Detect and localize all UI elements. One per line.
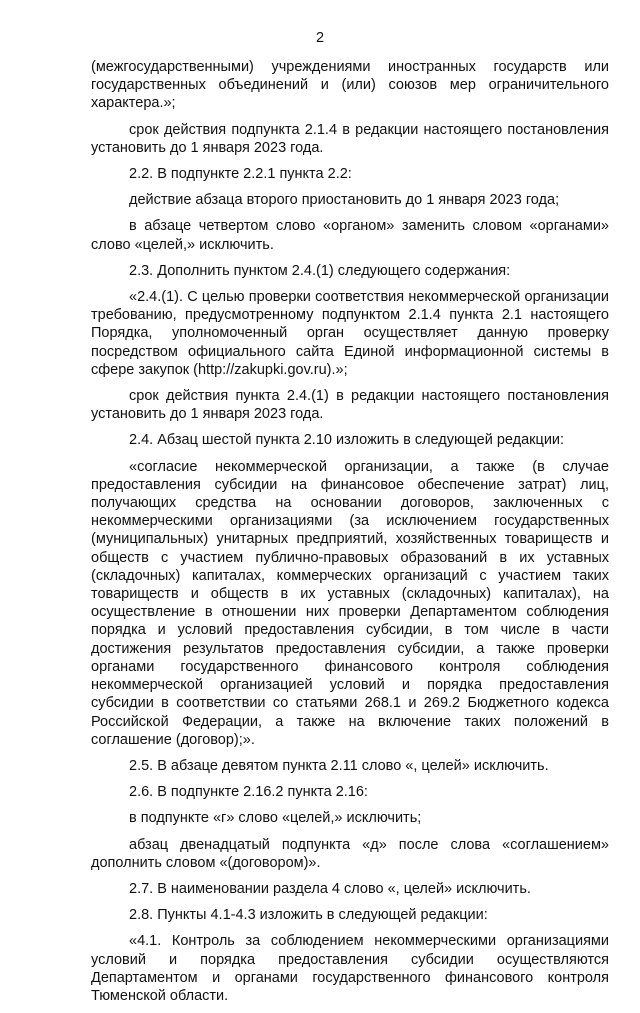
paragraph: 2.3. Дополнить пунктом 2.4.(1) следующего содержания: — [129, 262, 511, 279]
paragraph: 2.8. Пункты 4.1-4.3 изложить в следующей редакции: — [129, 907, 488, 924]
paragraph: 2.2. В подпункте 2.2.1 пункта 2.2: — [129, 166, 352, 183]
paragraph: (межгосударственными) учреждениями иностранных государств или государственных объединений и (или) союзов мер ограничительного характера.»; — [91, 59, 609, 112]
paragraph: «2.4.(1). С целью проверки соответствия некоммерческой организации требованию, предусмотренному подпунктом 2.1.4 пункта 2.1 настоящего Порядка, уполномоченный орган осуществляет данную проверку посредством официального сайта Единой информационной системы в сфере закупок (http://zakupki.gov.ru).»; — [91, 289, 609, 378]
paragraph: в подпункте «г» слово «целей,» исключить; — [129, 810, 422, 827]
paragraph: 2.6. В подпункте 2.16.2 пункта 2.16: — [129, 784, 368, 801]
paragraph: действие абзаца второго приостановить до 1 января 2023 года; — [129, 192, 560, 209]
document-body — [91, 58, 609, 1013]
paragraph: срок действия пункта 2.4.(1) в редакции настоящего постановления установить до 1 января 2023 года. — [91, 388, 609, 423]
page-number: 2 — [315, 30, 325, 46]
paragraph: 2.4. Абзац шестой пункта 2.10 изложить в следующей редакции: — [129, 432, 565, 449]
paragraph: срок действия подпункта 2.1.4 в редакции настоящего постановления установить до 1 января 2023 года. — [91, 121, 609, 156]
paragraph: 2.7. В наименовании раздела 4 слово «, целей» исключить. — [129, 880, 531, 897]
paragraph: 2.5. В абзаце девятом пункта 2.11 слово «, целей» исключить. — [129, 757, 549, 774]
paragraph: «4.1. Контроль за соблюдением некоммерческими организациями условий и порядка предоставления субсидии осуществляются Департаментом и органами государственного финансового контроля Тюменской области. — [91, 933, 609, 1004]
paragraph: абзац двенадцатый подпункта «д» после слова «соглашением» дополнить словом «(договором)». — [91, 836, 609, 871]
paragraph: в абзаце четвертом слово «органом» заменить словом «органами» слово «целей,» исключить. — [91, 218, 609, 253]
paragraph: «согласие некоммерческой организации, а также (в случае предоставления субсидии на финансовое обеспечение затрат) лиц, получающих средства на основании договоров, заключенных с некоммерческими организациями (за исключением государственных (муниципальных) унитарных предприятий, хозяйственных товариществ и обществ с участием публично-правовых образований в их уставных (складочных) капиталах, коммерческих организаций с участием таких товариществ и обществ в их уставных (складочных) капиталах), на осуществление в отношении них проверки Департаментом соблюдения порядка и условий предоставления субсидии, в том числе в части достижения результатов предоставления субсидии, а также проверки органами государственного финансового контроля соблюдения некоммерческой организацией условий и порядка предоставления субсидии в соответствии со статьями 268.1 и 269.2 Бюджетного кодекса Российской Федерации, а также на включение таких положений в соглашение (договор);». — [91, 458, 609, 748]
